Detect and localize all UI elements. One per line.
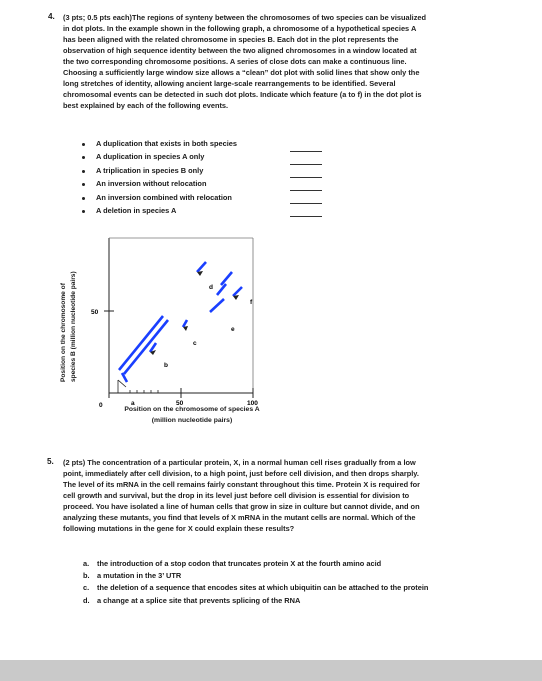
event-text: A duplication that exists in both species [96, 139, 237, 148]
synteny-segment [183, 320, 187, 327]
event-text: A duplication in species A only [96, 152, 205, 162]
event-text: A deletion in species A [96, 205, 177, 215]
question-5-number: 5. [47, 457, 54, 466]
feature-label-d: d [209, 284, 213, 291]
question-4-line: chromosomal events can be detected in such dot plots. Indicate which feature (a to f) in the dot plot is [63, 90, 422, 100]
question-4-line: in dot plots. In the example shown in the following graph, a chromosome of a hypothetical species A [63, 24, 417, 34]
synteny-segment [221, 272, 232, 285]
question-5-line: The level of its mRNA in the cell remains fairly constant throughout this time. Protein X is required for [63, 480, 420, 490]
question-5-text [63, 457, 420, 534]
option-text: a mutation in the 3’ UTR [97, 571, 182, 581]
option-text: the deletion of a sequence that encodes sites at which ubiquitin can be attached to the protein [97, 583, 429, 593]
y-axis-label: Position on the chromosome of [60, 283, 67, 382]
question-4-line: observation of high sequence identity between the two aligned chromosomes in a window located at [63, 46, 417, 56]
feature-label-a: a [131, 400, 135, 407]
synteny-segment [119, 316, 163, 370]
question-5-line: (2 pts) The concentration of a particular protein, X, in a normal human cell rises gradually from a low [63, 458, 416, 467]
option-text: the introduction of a stop codon that truncates protein X at the fourth amino acid [97, 559, 382, 568]
event-text: An inversion combined with relocation [96, 192, 232, 202]
feature-label-f: f [250, 299, 253, 306]
question-5-line: point, immediately after cell division, to a high point, just before cell division, and then drops sharply. [63, 469, 419, 479]
x-tick-label: 50 [176, 400, 184, 407]
event-text: A triplication in species B only [96, 165, 204, 175]
question-4-number: 4. [48, 12, 55, 21]
synteny-segment [210, 299, 224, 312]
x-tick-label: 0 [99, 402, 103, 409]
question-4-line: Choosing a sufficiently large window size allows a “clean” dot plot with solid lines that show only the [63, 68, 420, 78]
question-4-line: has been aligned with the related chromosome in species B. Each dot in the plot represents the [63, 35, 399, 45]
question-4-line: best explained by each of the following events. [63, 101, 229, 111]
question-5-line: proceed. You have isolated a line of human cells that grow in size in culture but cannot divide, and on [63, 502, 420, 512]
synteny-segment [233, 287, 242, 296]
question-4-line: the two corresponding chromosome positions. A series of close dots can make a continuous line. [63, 57, 407, 67]
deletion-marker [118, 380, 126, 387]
option-letter: d. [83, 595, 90, 605]
question-5-line: cell growth and survival, but the drop in its level just before cell division is essential for division to [63, 491, 410, 501]
synteny-segment [197, 262, 206, 272]
synteny-segment [124, 320, 168, 374]
x-axis-label: (million nucleotide pairs) [151, 417, 233, 424]
synteny-segment [217, 284, 226, 295]
question-4-line: (3 pts; 0.5 pts each)The regions of synteny between the chromosomes of two species can be visualized [63, 13, 427, 22]
option-text: a change at a splice site that prevents splicing of the RNA [97, 595, 301, 605]
x-tick-label: 100 [247, 400, 258, 407]
event-text: An inversion without relocation [96, 179, 207, 189]
feature-label-e: e [231, 326, 235, 333]
option-letter: c. [83, 583, 90, 593]
y-tick-label: 50 [91, 309, 99, 316]
footer-bar [0, 660, 542, 681]
y-axis-label: species B (million nucleotide pairs) [70, 271, 77, 382]
x-axis-label: Position on the chromosome of species A [124, 406, 260, 413]
question-4-line: long stretches of identity, allowing ancient large-scale rearrangements to be identified. Several [63, 79, 396, 89]
question-5-line: analyzing these mutants, you find that levels of X mRNA in the mutant cells are normal. Which of the [63, 513, 416, 523]
question-5-line: following mutations in the gene for X could explain these results? [63, 524, 295, 534]
option-letter: a. [83, 559, 90, 568]
option-letter: b. [83, 571, 90, 581]
feature-label-b: b [164, 362, 168, 369]
feature-label-c: c [193, 340, 197, 347]
